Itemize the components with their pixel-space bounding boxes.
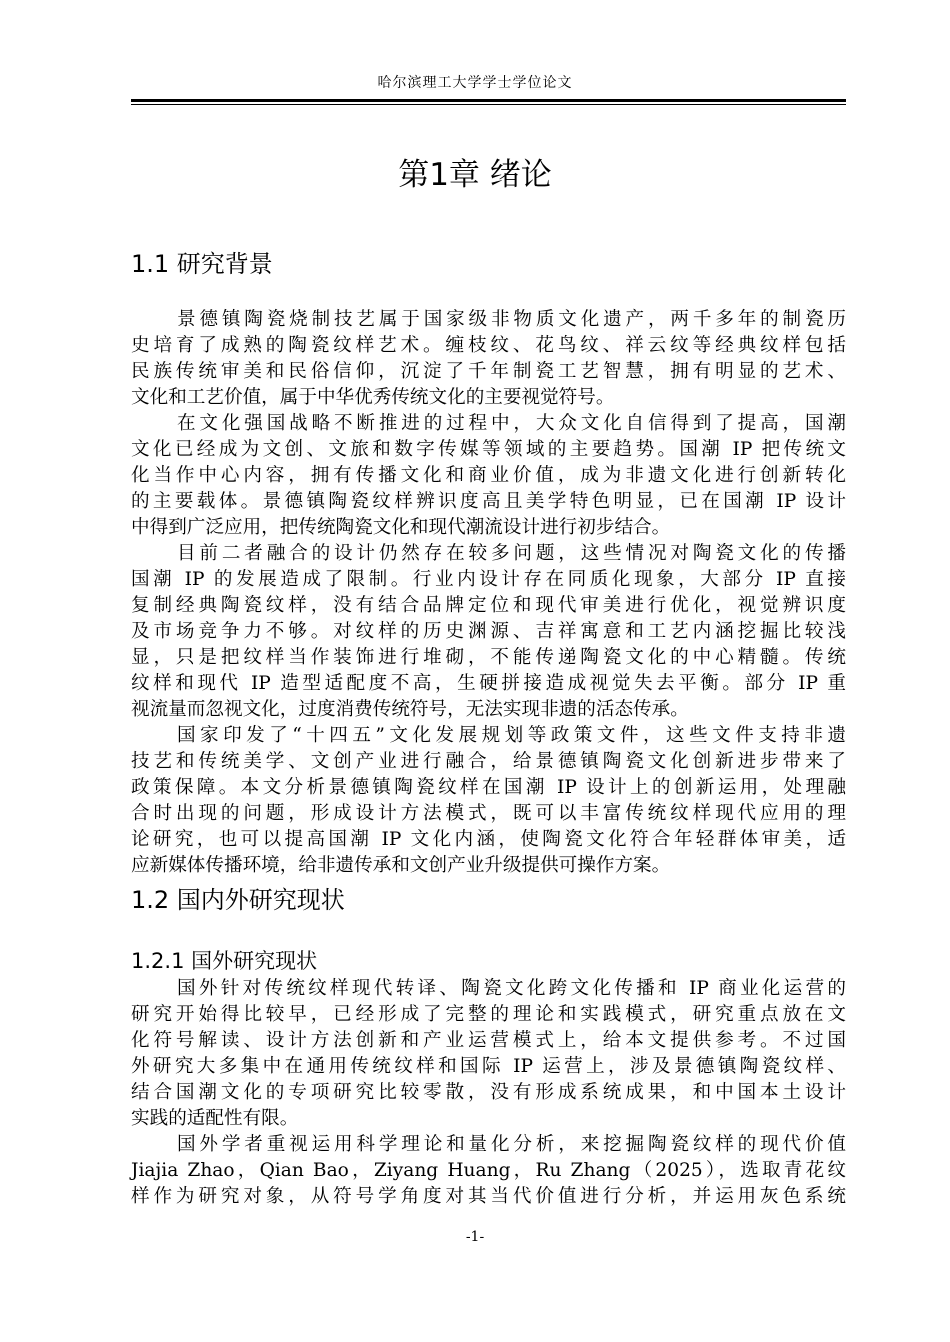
text-line: 及市场竞争力不够。对纹样的历史渊源、吉祥寓意和工艺内涵挖掘比较浅 xyxy=(131,621,846,642)
text-line: 化符号解读、设计方法创新和产业运营模式上，给本文提供参考。不过国 xyxy=(131,1030,846,1051)
section-heading-1-2-1: 1.2.1 国外研究现状 xyxy=(131,949,318,973)
text-line: 国潮 IP 的发展造成了限制。行业内设计存在同质化现象，大部分 IP 直接 xyxy=(131,569,846,590)
text-line: 国家印发了“十四五”文化发展规划等政策文件，这些文件支持非遗 xyxy=(177,725,846,746)
text-line: 实践的适配性有限。 xyxy=(131,1108,299,1129)
text-line: 纹样和现代 IP 造型适配度不高，生硬拼接造成视觉失去平衡。部分 IP 重 xyxy=(131,673,846,694)
text-line: 文化已经成为文创、文旅和数字传媒等领域的主要趋势。国潮 IP 把传统文 xyxy=(131,439,846,460)
text-line: 目前二者融合的设计仍然存在较多问题，这些情况对陶瓷文化的传播 xyxy=(177,543,846,564)
text-line: 民族传统审美和民俗信仰，沉淀了千年制瓷工艺智慧，拥有明显的艺术、 xyxy=(131,361,846,382)
text-line: 政策保障。本文分析景德镇陶瓷纹样在国潮 IP 设计上的创新运用，处理融 xyxy=(131,777,846,798)
section-1-2-1-body xyxy=(131,976,846,1210)
text-line: 在文化强国战略不断推进的过程中，大众文化自信得到了提高，国潮 xyxy=(177,413,846,434)
header-rule-thick xyxy=(131,99,846,102)
text-line: 史培育了成熟的陶瓷纹样艺术。缠枝纹、花鸟纹、祥云纹等经典纹样包括 xyxy=(131,335,846,356)
section-1-1-body xyxy=(131,307,846,879)
chapter-title: 第1章 绪论 xyxy=(398,157,552,193)
header-rule-thin xyxy=(131,104,846,105)
text-line: 结合国潮文化的专项研究比较零散，没有形成系统成果，和中国本土设计 xyxy=(131,1082,846,1103)
text-line: 的主要载体。景德镇陶瓷纹样辨识度高且美学特色明显，已在国潮 IP 设计 xyxy=(131,491,846,512)
text-line: 样作为研究对象，从符号学角度对其当代价值进行分析，并运用灰色系统 xyxy=(131,1186,846,1207)
section-heading-1-1: 1.1 研究背景 xyxy=(131,250,273,278)
page-number: -1- xyxy=(465,1229,485,1245)
text-line: 合时出现的问题，形成设计方法模式，既可以丰富传统纹样现代应用的理 xyxy=(131,803,846,824)
text-line: 技艺和传统美学、文创产业进行融合，给景德镇陶瓷文化创新进步带来了 xyxy=(131,751,846,772)
text-line: 外研究大多集中在通用传统纹样和国际 IP 运营上，涉及景德镇陶瓷纹样、 xyxy=(131,1056,846,1077)
text-line: 文化和工艺价值，属于中华优秀传统文化的主要视觉符号。 xyxy=(131,387,615,408)
text-line: 中得到广泛应用，把传统陶瓷文化和现代潮流设计进行初步结合。 xyxy=(131,517,671,538)
text-line: 国外针对传统纹样现代转译、陶瓷文化跨文化传播和 IP 商业化运营的 xyxy=(177,978,846,999)
text-line: 论研究，也可以提高国潮 IP 文化内涵，使陶瓷文化符合年轻群体审美，适 xyxy=(131,829,846,850)
text-line: Jiajia Zhao，Qian Bao，Ziyang Huang，Ru Zhang（2025），选取青花纹 xyxy=(131,1160,846,1181)
text-line: 研究开始得比较早，已经形成了完整的理论和实践模式，研究重点放在文 xyxy=(131,1004,846,1025)
text-line: 复制经典陶瓷纹样，没有结合品牌定位和现代审美进行优化，视觉辨识度 xyxy=(131,595,846,616)
text-line: 应新媒体传播环境，给非遗传承和文创产业升级提供可操作方案。 xyxy=(131,855,671,876)
text-line: 景德镇陶瓷烧制技艺属于国家级非物质文化遗产，两千多年的制瓷历 xyxy=(177,309,846,330)
text-line: 化当作中心内容，拥有传播文化和商业价值，成为非遗文化进行创新转化 xyxy=(131,465,846,486)
text-line: 国外学者重视运用科学理论和量化分析，来挖掘陶瓷纹样的现代价值 xyxy=(177,1134,846,1155)
text-line: 视流量而忽视文化，过度消费传统符号，无法实现非遗的活态传承。 xyxy=(131,699,689,720)
section-heading-1-2: 1.2 国内外研究现状 xyxy=(131,886,345,914)
text-line: 显，只是把纹样当作装饰进行堆砌，不能传递陶瓷文化的中心精髓。传统 xyxy=(131,647,846,668)
running-header: 哈尔滨理工大学学士学位论文 xyxy=(377,75,573,91)
